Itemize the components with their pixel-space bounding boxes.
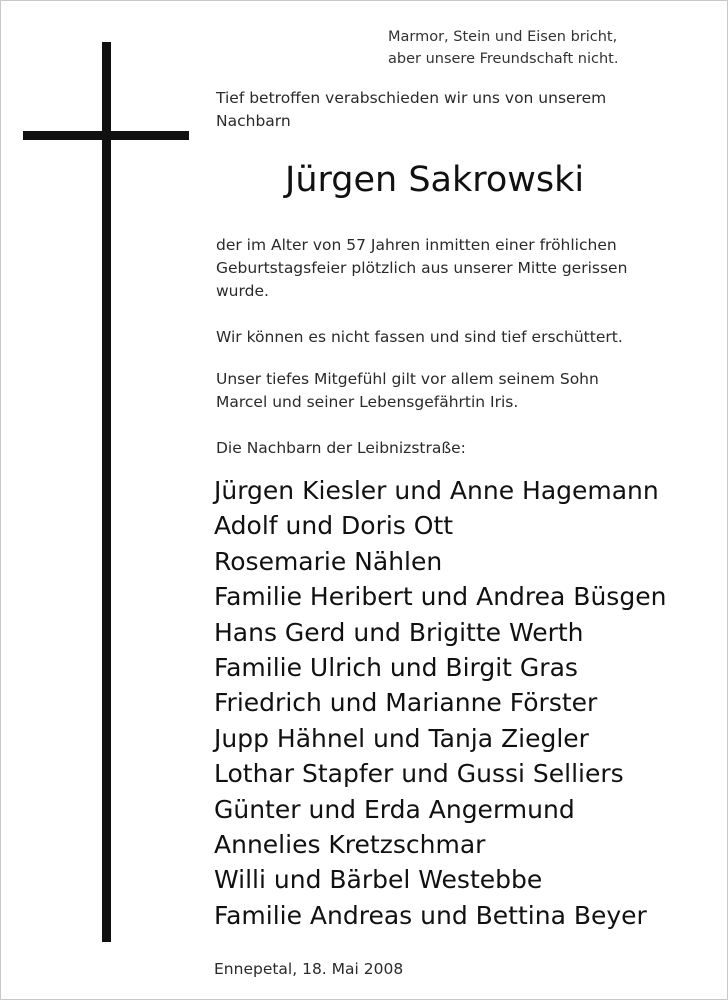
circumstances-paragraph [216, 234, 627, 303]
signer-name: Adolf und Doris Ott [214, 511, 454, 541]
signer-name: Familie Andreas und Bettina Beyer [214, 900, 647, 930]
signer-name: Lothar Stapfer und Gussi Selliers [214, 759, 624, 789]
paragraph-line: Geburtstagsfeier plötzlich aus unserer Mitte gerissen [216, 259, 628, 277]
deceased-name: Jürgen Sakrowski [285, 160, 585, 200]
quote-line: aber unsere Freundschaft nicht. [388, 51, 619, 67]
signer-name: Günter und Erda Angermund [214, 794, 575, 824]
paragraph-line: der im Alter von 57 Jahren inmitten einer fröhlichen [216, 236, 617, 254]
cross-icon [102, 42, 111, 942]
signer-name: Rosemarie Nählen [214, 546, 443, 576]
signers-list [214, 473, 714, 933]
grief-paragraph: Wir können es nicht fassen und sind tief erschüttert. [216, 328, 623, 346]
intro-line: Tief betroffen verabschieden wir uns von unserem [216, 89, 607, 107]
intro-text [216, 87, 606, 133]
signer-name: Annelies Kretzschmar [214, 830, 486, 860]
signer-name: Jürgen Kiesler und Anne Hagemann [214, 476, 659, 505]
signers-heading: Die Nachbarn der Leibnizstraße: [216, 439, 466, 457]
signer-name: Friedrich und Marianne Förster [214, 688, 598, 718]
intro-line: Nachbarn [216, 112, 291, 130]
signer-name: Willi und Bärbel Westebbe [214, 865, 543, 895]
place-date: Ennepetal, 18. Mai 2008 [214, 960, 404, 978]
signer-name: Familie Ulrich und Birgit Gras [214, 653, 578, 683]
signer-name: Familie Heribert und Andrea Büsgen [214, 582, 667, 612]
paragraph-line: Marcel und seiner Lebensgefährtin Iris. [216, 393, 519, 411]
signer-name: Jupp Hähnel und Tanja Ziegler [214, 723, 589, 753]
signer-name: Hans Gerd und Brigitte Werth [214, 617, 584, 647]
paragraph-line: Unser tiefes Mitgefühl gilt vor allem seinem Sohn [216, 370, 599, 388]
quote-line: Marmor, Stein und Eisen bricht, [388, 29, 618, 45]
paragraph-line: wurde. [216, 282, 269, 300]
cross-icon-crossbar [23, 131, 189, 140]
condolence-paragraph [216, 368, 599, 414]
epigraph-quote [388, 26, 708, 70]
